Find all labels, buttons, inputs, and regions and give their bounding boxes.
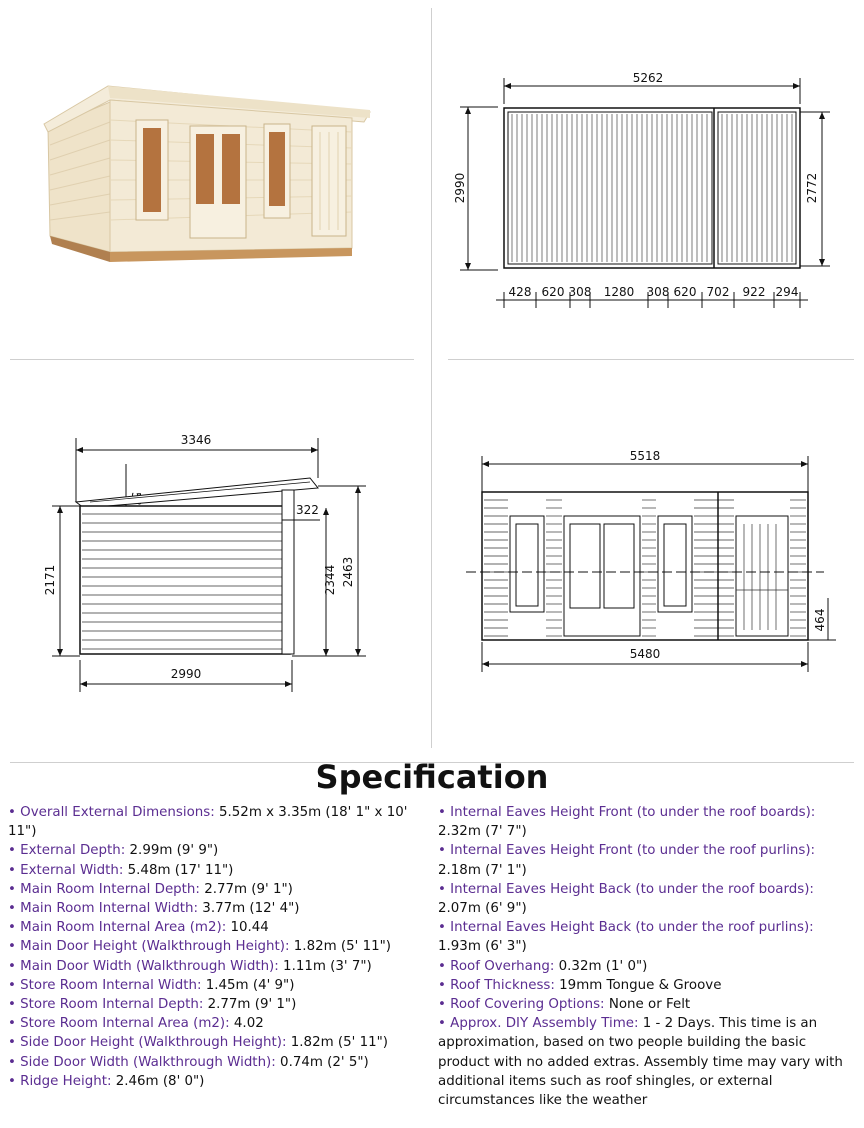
spec-item-value: 5.48m (17' 11"): [123, 862, 234, 878]
spec-item-value: 2.32m (7' 7"): [438, 824, 527, 840]
front-elevation-drawing: [448, 440, 848, 680]
spec-item: [8, 995, 408, 1014]
horizontal-divider-right: [448, 359, 854, 360]
spec-item: [438, 1014, 848, 1110]
spec-item-value: 2.46m (8' 0"): [111, 1073, 205, 1089]
spec-item-value: 2.18m (7' 1"): [438, 862, 527, 878]
front-base-width-label: 5480: [629, 647, 661, 661]
spec-item-value: 1.45m (4' 9"): [201, 977, 295, 993]
side-ridge-height-label: 2463: [341, 556, 355, 588]
front-right-dim-label: 464: [813, 608, 827, 632]
spec-item-value: None or Felt: [604, 997, 691, 1013]
spec-item-label: • Internal Eaves Height Back (to under the roof boards):: [438, 881, 814, 897]
side-depth-label: 2990: [170, 667, 202, 681]
spec-item-label: • Internal Eaves Height Front (to under the roof boards):: [438, 805, 816, 820]
side-left-height-label: 2171: [43, 564, 57, 596]
spec-item-label: • Approx. DIY Assembly Time:: [438, 1016, 643, 1032]
spec-item-label: • Main Door Height (Walkthrough Height):: [8, 939, 290, 955]
spec-item-label: • Main Door Width (Walkthrough Width):: [8, 958, 279, 974]
spec-item: [438, 918, 848, 956]
side-total-width-label: 3346: [180, 433, 212, 447]
spec-item-value: 2.77m (9' 1"): [199, 881, 293, 897]
spec-item-label: • Store Room Internal Area (m2):: [8, 1016, 230, 1032]
spec-item: [438, 995, 848, 1014]
spec-item-label: • Main Room Internal Width:: [8, 901, 199, 917]
spec-item: [8, 1053, 408, 1072]
spec-item: [8, 937, 408, 956]
spec-item-label: • Main Room Internal Area (m2):: [8, 920, 227, 936]
spec-item-value: 3.77m (12' 4"): [198, 901, 300, 917]
spec-item: [8, 1014, 408, 1033]
spec-item-label: • Roof Overhang:: [438, 958, 555, 974]
vertical-divider: [431, 8, 432, 748]
spec-item: [8, 803, 408, 841]
floor-plan-drawing: [448, 60, 848, 320]
overhang-label: 322: [296, 503, 319, 517]
floor-plan-segment-label: 620: [673, 285, 697, 299]
spec-item: [8, 918, 408, 937]
spec-item-label: • Roof Covering Options:: [438, 997, 605, 1013]
spec-title: Specification: [315, 758, 549, 796]
spec-item: [438, 976, 848, 995]
spec-item: [438, 803, 848, 841]
spec-item-value: 1.82m (5' 11"): [286, 1035, 388, 1051]
spec-item-value: 1.93m (6' 3"): [438, 939, 527, 955]
spec-list-left: [8, 803, 408, 1091]
spec-item-value: 1 - 2 Days. This time is an approximation, based on two people building the basic product with no added extras. Assembly time may vary with additional items such as roof shingles, or external circumstances like the weather: [438, 1016, 843, 1109]
spec-item: [8, 1033, 408, 1052]
spec-item-label: • Store Room Internal Width:: [8, 977, 202, 993]
spec-item: [438, 880, 848, 918]
spec-item: [8, 861, 408, 880]
spec-item: [8, 1072, 408, 1091]
spec-item: [8, 841, 408, 860]
floor-plan-segment-label: 294: [775, 285, 799, 299]
horizontal-divider-left: [10, 359, 414, 360]
spec-item: [8, 880, 408, 899]
spec-item-label: • Internal Eaves Height Front (to under the roof purlins):: [438, 843, 816, 859]
floor-plan-segment-label: 308: [646, 285, 670, 299]
spec-item: [8, 976, 408, 995]
spec-item-value: 2.99m (9' 9"): [125, 843, 219, 859]
spec-item-value: 4.02: [229, 1016, 264, 1032]
floor-plan-segment-label: 308: [568, 285, 592, 299]
spec-item: [438, 957, 848, 976]
spec-item: [8, 957, 408, 976]
spec-item: [438, 841, 848, 879]
floor-plan-segment-label: 702: [706, 285, 730, 299]
front-total-width-label: 5518: [629, 449, 661, 463]
spec-item-value: 0.74m (2' 5"): [275, 1054, 369, 1070]
spec-item-label: • Internal Eaves Height Back (to under the roof purlins):: [438, 920, 814, 936]
spec-item-label: • Main Room Internal Depth:: [8, 881, 200, 897]
spec-item-value: 1.11m (3' 7"): [278, 958, 372, 974]
spec-list-right: [438, 803, 848, 1110]
spec-item-value: 5.52m x 3.35m (18' 1" x 10' 11"): [8, 805, 408, 840]
floor-plan-segment-label: 922: [742, 285, 766, 299]
floor-plan-segment-label: 620: [541, 285, 565, 299]
spec-item-value: 10.44: [226, 920, 269, 936]
spec-item-label: • Roof Thickness:: [438, 977, 555, 993]
floor-plan-internal-depth-label: 2772: [805, 172, 819, 204]
spec-item-label: • Overall External Dimensions:: [8, 805, 215, 820]
spec-item-label: • Ridge Height:: [8, 1073, 112, 1089]
spec-item-value: 1.82m (5' 11"): [289, 939, 392, 955]
spec-item-label: • External Width:: [8, 862, 124, 878]
side-elevation-drawing: [30, 430, 420, 710]
spec-item: [8, 899, 408, 918]
spec-item-label: • External Depth:: [8, 843, 126, 859]
spec-item-label: • Side Door Height (Walkthrough Height):: [8, 1035, 287, 1051]
spec-item-value: 0.32m (1' 0"): [554, 958, 648, 974]
spec-item-value: 2.77m (9' 1"): [203, 997, 297, 1013]
side-inner-height-label: 2344: [323, 564, 337, 596]
floor-plan-segment-label: 1280: [603, 285, 635, 299]
spec-item-value: 19mm Tongue & Groove: [554, 977, 722, 993]
floor-plan-segment-label: 428: [508, 285, 532, 299]
spec-item-label: • Side Door Width (Walkthrough Width):: [8, 1054, 276, 1070]
spec-item-value: 2.07m (6' 9"): [438, 901, 527, 917]
floor-plan-depth-label: 2990: [453, 172, 467, 204]
product-render: [40, 80, 380, 270]
floor-plan-width-label: 5262: [632, 71, 664, 85]
spec-item-label: • Store Room Internal Depth:: [8, 997, 204, 1013]
